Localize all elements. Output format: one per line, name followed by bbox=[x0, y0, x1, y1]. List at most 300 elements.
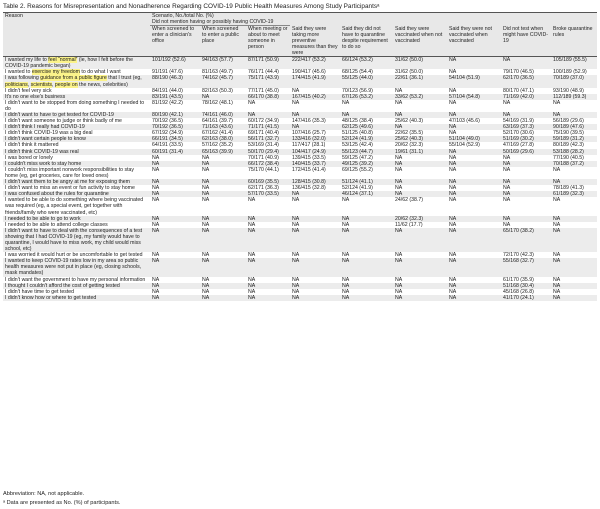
value-cell: 60/169 (35.5) bbox=[246, 179, 290, 185]
value-cell: NA bbox=[150, 295, 200, 301]
value-cell: 61/189 (32.3) bbox=[551, 191, 597, 197]
value-cell: NA bbox=[551, 283, 597, 289]
value-cell: NA bbox=[246, 216, 290, 222]
value-cell: NA bbox=[447, 69, 501, 75]
reason-cell: I didn't think I really had COVID-19 bbox=[3, 124, 150, 130]
column-header: When screened to enter a clinician's office bbox=[150, 26, 200, 57]
value-cell: NA bbox=[340, 197, 393, 215]
table-body bbox=[3, 57, 597, 301]
value-cell: 66/191 (34.5) bbox=[150, 136, 200, 142]
value-cell: NA bbox=[501, 191, 551, 197]
value-cell: 55/104 (52.9) bbox=[447, 142, 501, 148]
value-cell: NA bbox=[150, 258, 200, 276]
value-cell: NA bbox=[551, 179, 597, 185]
value-cell: NA bbox=[501, 57, 551, 70]
value-cell: NA bbox=[246, 100, 290, 112]
value-cell: 190/417 (45.6) bbox=[290, 69, 340, 75]
value-cell: NA bbox=[340, 283, 393, 289]
value-cell: 112/189 (59.3) bbox=[551, 94, 597, 100]
value-cell: 71/169 (42.0) bbox=[501, 94, 551, 100]
value-cell: NA bbox=[340, 252, 393, 258]
value-cell: 91/191 (47.6) bbox=[150, 69, 200, 75]
value-cell: 59/189 (31.2) bbox=[551, 136, 597, 142]
value-cell: 70/189 (37.0) bbox=[551, 75, 597, 87]
value-cell: NA bbox=[501, 222, 551, 228]
table-row bbox=[3, 100, 597, 112]
value-cell: NA bbox=[290, 258, 340, 276]
value-cell: 51/168 (30.4) bbox=[501, 283, 551, 289]
value-cell: NA bbox=[393, 289, 447, 295]
value-cell: NA bbox=[447, 191, 501, 197]
value-cell: 147/416 (35.3) bbox=[290, 118, 340, 124]
reason-cell: I didn't want to miss an event or fun activity to stay home bbox=[3, 185, 150, 191]
value-cell: NA bbox=[246, 283, 290, 289]
value-cell: 62/163 (38.0) bbox=[200, 136, 246, 142]
value-cell: 76/171 (44.4) bbox=[246, 69, 290, 75]
value-cell: NA bbox=[200, 222, 246, 228]
value-cell: NA bbox=[150, 167, 200, 179]
value-cell: NA bbox=[551, 228, 597, 252]
value-cell: NA bbox=[340, 222, 393, 228]
reason-cell: I needed to be able to attend college classes bbox=[3, 222, 150, 228]
value-cell: NA bbox=[447, 124, 501, 130]
value-cell: 55/123 (44.7) bbox=[340, 149, 393, 155]
value-cell: NA bbox=[290, 228, 340, 252]
value-cell: 93/190 (48.9) bbox=[551, 88, 597, 94]
data-note: ᵃ Data are presented as No. (%) of participants. bbox=[3, 500, 121, 506]
reason-cell: I thought I couldn't afford the cost of getting tested bbox=[3, 283, 150, 289]
value-cell: NA bbox=[290, 222, 340, 228]
value-cell: 69/125 (55.2) bbox=[340, 167, 393, 179]
value-cell: 45/168 (26.8) bbox=[501, 289, 551, 295]
value-cell: 52/124 (41.9) bbox=[340, 136, 393, 142]
value-cell: 75/171 (43.9) bbox=[246, 75, 290, 87]
value-cell: 50/170 (29.4) bbox=[246, 149, 290, 155]
value-cell: NA bbox=[340, 289, 393, 295]
value-cell: NA bbox=[393, 191, 447, 197]
value-cell: NA bbox=[150, 191, 200, 197]
value-cell: 25/62 (40.3) bbox=[393, 136, 447, 142]
reason-cell: I wanted to keep COVID-19 rates low in my area so public health measures were not put in place (eg, closing schools, mask mandates) bbox=[3, 258, 150, 276]
value-cell: NA bbox=[200, 185, 246, 191]
results-table bbox=[3, 12, 597, 301]
value-cell: NA bbox=[290, 124, 340, 130]
value-cell: NA bbox=[393, 295, 447, 301]
highlight-mark: feel “normal” bbox=[48, 57, 78, 64]
table-row bbox=[3, 75, 597, 87]
reason-cell: I was following guidance from a public figure that I trust (eg, politicians, scientists, people on the news, celebrities) bbox=[3, 75, 150, 87]
value-cell: NA bbox=[150, 222, 200, 228]
value-cell: NA bbox=[290, 112, 340, 118]
value-cell: 74/162 (45.7) bbox=[200, 75, 246, 87]
value-cell: NA bbox=[150, 283, 200, 289]
value-cell: NA bbox=[393, 228, 447, 252]
value-cell: 63/169 (37.3) bbox=[501, 124, 551, 130]
column-header: When screened to enter a public place bbox=[200, 26, 246, 57]
value-cell: NA bbox=[290, 295, 340, 301]
value-cell: NA bbox=[290, 88, 340, 94]
value-cell: 57/104 (54.8) bbox=[447, 94, 501, 100]
value-cell: NA bbox=[200, 191, 246, 197]
value-cell: NA bbox=[150, 228, 200, 252]
column-header: Said they were not vaccinated when vaccinated bbox=[447, 26, 501, 57]
value-cell: NA bbox=[501, 112, 551, 118]
value-cell: NA bbox=[447, 228, 501, 252]
value-cell: 65/163 (39.9) bbox=[200, 149, 246, 155]
column-header: Did not test when might have COVID-19 bbox=[501, 26, 551, 57]
value-cell: 51/125 (40.8) bbox=[340, 130, 393, 136]
value-cell: 70/192 (36.5) bbox=[150, 118, 200, 124]
value-cell: 75/190 (39.5) bbox=[551, 130, 597, 136]
value-cell: 60/191 (31.4) bbox=[150, 149, 200, 155]
value-cell: NA bbox=[290, 283, 340, 289]
value-cell: NA bbox=[393, 252, 447, 258]
value-cell: 174/415 (41.9) bbox=[290, 75, 340, 87]
reason-cell: I couldn't miss important nonwork responsibilities to stay home (eg, get groceries, care for loved ones) bbox=[3, 167, 150, 179]
value-cell: NA bbox=[551, 197, 597, 215]
value-cell: NA bbox=[290, 197, 340, 215]
value-cell: NA bbox=[200, 155, 246, 161]
value-cell: NA bbox=[551, 289, 597, 295]
value-cell: 78/162 (48.1) bbox=[200, 100, 246, 112]
value-cell: NA bbox=[551, 295, 597, 301]
value-cell: 80/189 (42.3) bbox=[551, 142, 597, 148]
value-cell: 31/62 (50.0) bbox=[393, 57, 447, 70]
value-cell: NA bbox=[501, 155, 551, 161]
value-cell: NA bbox=[290, 191, 340, 197]
highlight-mark: politicians bbox=[5, 81, 28, 88]
column-header: When meeting or about to meet someone in person bbox=[246, 26, 290, 57]
value-cell: 56/171 (32.7) bbox=[246, 136, 290, 142]
reason-cell: I didn't want certain people to know bbox=[3, 136, 150, 142]
highlight-mark: people on bbox=[54, 81, 78, 88]
value-cell: 33/62 (53.2) bbox=[393, 94, 447, 100]
value-cell: NA bbox=[447, 197, 501, 215]
scenario-header: Scenario, No./total No. (%) bbox=[150, 13, 597, 20]
value-cell: NA bbox=[200, 295, 246, 301]
value-cell: 107/416 (25.7) bbox=[290, 130, 340, 136]
value-cell: 83/191 (43.5) bbox=[150, 94, 200, 100]
value-cell: NA bbox=[150, 252, 200, 258]
value-cell: 75/170 (44.1) bbox=[246, 167, 290, 179]
value-cell: 88/190 (46.3) bbox=[150, 75, 200, 87]
value-cell: NA bbox=[551, 216, 597, 222]
value-cell: NA bbox=[447, 277, 501, 283]
value-cell: NA bbox=[393, 179, 447, 185]
value-cell: 94/163 (57.7) bbox=[200, 57, 246, 70]
column-header: Broke quarantine rules bbox=[551, 26, 597, 57]
value-cell: 52/170 (30.6) bbox=[501, 130, 551, 136]
reason-cell: I wanted to be able to do something where being vaccinated was required (eg, a special event, get together with friends/family who were vaccinated, etc) bbox=[3, 197, 150, 215]
group-header: Did not mention having or possibly having COVID-19 bbox=[150, 19, 290, 26]
value-cell: NA bbox=[447, 258, 501, 276]
value-cell: 77/190 (40.5) bbox=[551, 155, 597, 161]
value-cell: 52/124 (41.9) bbox=[340, 185, 393, 191]
value-cell: NA bbox=[246, 295, 290, 301]
value-cell: NA bbox=[340, 216, 393, 222]
value-cell: NA bbox=[246, 258, 290, 276]
table-row bbox=[3, 167, 597, 179]
value-cell: 49/125 (39.2) bbox=[340, 161, 393, 167]
value-cell: NA bbox=[501, 216, 551, 222]
value-cell: 136/415 (32.8) bbox=[290, 185, 340, 191]
value-cell: NA bbox=[200, 161, 246, 167]
value-cell: NA bbox=[447, 289, 501, 295]
value-cell: NA bbox=[447, 295, 501, 301]
value-cell: NA bbox=[290, 277, 340, 283]
value-cell: 80/170 (47.1) bbox=[501, 88, 551, 94]
highlight-mark: scientists bbox=[30, 81, 53, 88]
value-cell: 81/163 (49.7) bbox=[200, 69, 246, 75]
value-cell: NA bbox=[447, 283, 501, 289]
value-cell: NA bbox=[447, 100, 501, 112]
value-cell: 55/125 (44.0) bbox=[340, 75, 393, 87]
value-cell: 51/124 (41.1) bbox=[340, 179, 393, 185]
value-cell: 67/126 (53.2) bbox=[340, 94, 393, 100]
value-cell: 59/125 (47.2) bbox=[340, 155, 393, 161]
abbreviation-note: Abbreviation: NA, not applicable. bbox=[3, 491, 85, 497]
reason-cell: I was confused about the rules for quarantine bbox=[3, 191, 150, 197]
value-cell: 72/170 (42.3) bbox=[501, 252, 551, 258]
value-cell: NA bbox=[501, 100, 551, 112]
value-cell: NA bbox=[393, 258, 447, 276]
value-cell: 100/189 (52.9) bbox=[551, 69, 597, 75]
value-cell: NA bbox=[150, 277, 200, 283]
value-cell: NA bbox=[501, 179, 551, 185]
table-row bbox=[3, 228, 597, 252]
value-cell: NA bbox=[393, 112, 447, 118]
value-cell: NA bbox=[340, 228, 393, 252]
value-cell: 25/62 (40.3) bbox=[393, 118, 447, 124]
table-row bbox=[3, 295, 597, 301]
value-cell: 71/163 (43.6) bbox=[200, 124, 246, 130]
value-cell: NA bbox=[501, 197, 551, 215]
value-cell: 101/192 (52.6) bbox=[150, 57, 200, 70]
value-cell: NA bbox=[200, 228, 246, 252]
value-cell: NA bbox=[447, 149, 501, 155]
value-cell: 64/161 (39.7) bbox=[200, 118, 246, 124]
value-cell: NA bbox=[200, 277, 246, 283]
value-cell: 56/189 (29.6) bbox=[551, 118, 597, 124]
table-caption: Table 2. Reasons for Misrepresentation and Nonadherence Regarding COVID-19 Public Health Measures Among Study Participantsᵃ bbox=[3, 3, 380, 10]
value-cell: 57/162 (35.2) bbox=[200, 142, 246, 148]
value-cell: NA bbox=[246, 289, 290, 295]
value-cell: NA bbox=[447, 222, 501, 228]
value-cell: NA bbox=[551, 167, 597, 179]
value-cell: 69/171 (40.4) bbox=[246, 130, 290, 136]
value-cell: 22/62 (35.5) bbox=[393, 130, 447, 136]
value-cell: 71/171 (41.5) bbox=[246, 124, 290, 130]
value-cell: NA bbox=[150, 197, 200, 215]
value-cell: NA bbox=[200, 197, 246, 215]
value-cell: NA bbox=[290, 216, 340, 222]
value-cell: 11/62 (17.7) bbox=[393, 222, 447, 228]
value-cell: 51/169 (30.2) bbox=[501, 136, 551, 142]
value-cell: NA bbox=[501, 167, 551, 179]
reason-cell: I didn't think it mattered bbox=[3, 142, 150, 148]
value-cell: NA bbox=[447, 252, 501, 258]
value-cell: 78/189 (41.3) bbox=[551, 185, 597, 191]
value-cell: 20/62 (32.3) bbox=[393, 216, 447, 222]
value-cell: 61/170 (35.9) bbox=[501, 277, 551, 283]
reason-cell: I didn't want to be stopped from doing something I needed to do bbox=[3, 100, 150, 112]
value-cell: NA bbox=[200, 94, 246, 100]
value-cell: 133/416 (32.0) bbox=[290, 136, 340, 142]
value-cell: NA bbox=[393, 283, 447, 289]
value-cell: 140/415 (33.7) bbox=[290, 161, 340, 167]
value-cell: 54/169 (31.9) bbox=[501, 118, 551, 124]
value-cell: NA bbox=[340, 277, 393, 283]
value-cell: NA bbox=[150, 155, 200, 161]
value-cell: NA bbox=[447, 161, 501, 167]
value-cell: NA bbox=[340, 100, 393, 112]
value-cell: NA bbox=[290, 100, 340, 112]
value-cell: NA bbox=[551, 258, 597, 276]
column-header: Said they were taking more preventive measures than they were bbox=[290, 26, 340, 57]
value-cell: NA bbox=[290, 252, 340, 258]
value-cell: 81/192 (42.2) bbox=[150, 100, 200, 112]
reason-cell: I didn't want someone to judge or think badly of me bbox=[3, 118, 150, 124]
value-cell: 139/415 (33.5) bbox=[290, 155, 340, 161]
value-cell: 62/125 (49.6) bbox=[340, 124, 393, 130]
value-cell: NA bbox=[447, 88, 501, 94]
value-cell: NA bbox=[393, 124, 447, 130]
highlight-mark: exercise my freedom bbox=[31, 69, 80, 76]
value-cell: 53/125 (42.4) bbox=[340, 142, 393, 148]
value-cell: NA bbox=[150, 216, 200, 222]
value-cell: NA bbox=[393, 277, 447, 283]
value-cell: NA bbox=[447, 130, 501, 136]
value-cell: 90/189 (47.6) bbox=[551, 124, 597, 130]
value-cell: 51/104 (49.0) bbox=[447, 136, 501, 142]
value-cell: 48/125 (38.4) bbox=[340, 118, 393, 124]
reason-header: Reason bbox=[3, 13, 150, 57]
value-cell: NA bbox=[447, 179, 501, 185]
value-cell: NA bbox=[200, 289, 246, 295]
value-cell: NA bbox=[551, 112, 597, 118]
value-cell: 31/62 (50.0) bbox=[393, 69, 447, 75]
value-cell: NA bbox=[150, 289, 200, 295]
value-cell: 66/170 (38.8) bbox=[246, 94, 290, 100]
value-cell: NA bbox=[246, 252, 290, 258]
column-header: Said they did not have to quarantine despite requirement to do so bbox=[340, 26, 393, 57]
value-cell: NA bbox=[447, 155, 501, 161]
value-cell: 74/161 (46.0) bbox=[200, 112, 246, 118]
value-cell: 66/124 (53.2) bbox=[340, 57, 393, 70]
value-cell: 62/170 (36.5) bbox=[501, 75, 551, 87]
reason-cell: I didn't want them to be angry at me for exposing them bbox=[3, 179, 150, 185]
value-cell: NA bbox=[200, 167, 246, 179]
value-cell: 117/417 (28.1) bbox=[290, 142, 340, 148]
reason-cell: I wanted my life to feel “normal” (ie, how I felt before the COVID-19 pandemic began) bbox=[3, 57, 150, 70]
value-cell: NA bbox=[551, 277, 597, 283]
value-cell: 128/415 (30.8) bbox=[290, 179, 340, 185]
value-cell: NA bbox=[447, 57, 501, 70]
value-cell: NA bbox=[246, 277, 290, 283]
reason-cell: I wanted to exercise my freedom to do what I want bbox=[3, 69, 150, 75]
value-cell: 64/191 (33.5) bbox=[150, 142, 200, 148]
value-cell: 65/170 (38.2) bbox=[501, 228, 551, 252]
value-cell: NA bbox=[200, 258, 246, 276]
value-cell: NA bbox=[501, 161, 551, 167]
reason-cell: I didn't want to have to get tested for COVID-19 bbox=[3, 112, 150, 118]
value-cell: NA bbox=[393, 100, 447, 112]
table-row bbox=[3, 197, 597, 215]
reason-cell: I didn't want to have to deal with the consequences of a test showing that I had COVID-19 (eg, my family would have to quarantine, I would have to miss work, my child would miss school, etc) bbox=[3, 228, 150, 252]
value-cell: 22/61 (36.1) bbox=[393, 75, 447, 87]
value-cell: NA bbox=[551, 222, 597, 228]
column-header: Said they were vaccinated when not vaccinated bbox=[393, 26, 447, 57]
value-cell: 47/169 (27.8) bbox=[501, 142, 551, 148]
value-cell: NA bbox=[447, 167, 501, 179]
value-cell: 70/192 (36.5) bbox=[150, 124, 200, 130]
value-cell: 67/162 (41.4) bbox=[200, 130, 246, 136]
reason-cell: I didn't know how or where to get tested bbox=[3, 295, 150, 301]
value-cell: 60/172 (34.9) bbox=[246, 118, 290, 124]
value-cell: NA bbox=[200, 179, 246, 185]
value-cell: 79/170 (46.5) bbox=[501, 69, 551, 75]
value-cell: 84/191 (44.0) bbox=[150, 88, 200, 94]
value-cell: NA bbox=[393, 161, 447, 167]
reason-cell: I didn't have time to get tested bbox=[3, 289, 150, 295]
value-cell: 53/169 (31.4) bbox=[246, 142, 290, 148]
table-row bbox=[3, 57, 597, 70]
value-cell: 62/171 (36.3) bbox=[246, 185, 290, 191]
value-cell: NA bbox=[393, 88, 447, 94]
value-cell: NA bbox=[393, 155, 447, 161]
value-cell: 20/62 (32.3) bbox=[393, 142, 447, 148]
value-cell: 104/417 (24.9) bbox=[290, 149, 340, 155]
value-cell: NA bbox=[340, 258, 393, 276]
value-cell: NA bbox=[200, 283, 246, 289]
value-cell: 172/415 (41.4) bbox=[290, 167, 340, 179]
highlight-mark: guidance from a public figure bbox=[40, 75, 107, 82]
value-cell: NA bbox=[246, 197, 290, 215]
value-cell: NA bbox=[501, 185, 551, 191]
value-cell: 70/188 (37.2) bbox=[551, 161, 597, 167]
value-cell: 82/163 (50.3) bbox=[200, 88, 246, 94]
value-cell: NA bbox=[393, 185, 447, 191]
value-cell: NA bbox=[340, 112, 393, 118]
value-cell: NA bbox=[447, 216, 501, 222]
reason-cell: I didn't feel very sick bbox=[3, 88, 150, 94]
value-cell: 67/192 (34.9) bbox=[150, 130, 200, 136]
value-cell: NA bbox=[290, 289, 340, 295]
value-cell: 53/188 (28.2) bbox=[551, 149, 597, 155]
value-cell: 77/171 (45.0) bbox=[246, 88, 290, 94]
value-cell: NA bbox=[246, 112, 290, 118]
reason-cell: I was bored or lonely bbox=[3, 155, 150, 161]
reason-cell: I didn't think COVID-19 was a big deal bbox=[3, 130, 150, 136]
value-cell: NA bbox=[340, 295, 393, 301]
value-cell: 54/104 (51.9) bbox=[447, 75, 501, 87]
reason-cell: I didn't want the government to have my personal information bbox=[3, 277, 150, 283]
value-cell: 47/103 (45.6) bbox=[447, 118, 501, 124]
value-cell: 87/171 (50.9) bbox=[246, 57, 290, 70]
value-cell: NA bbox=[150, 179, 200, 185]
reason-cell: I couldn't miss work to stay home bbox=[3, 161, 150, 167]
value-cell: 70/171 (40.9) bbox=[246, 155, 290, 161]
value-cell: 24/62 (38.7) bbox=[393, 197, 447, 215]
value-cell: NA bbox=[447, 185, 501, 191]
value-cell: 80/190 (42.1) bbox=[150, 112, 200, 118]
value-cell: 41/170 (24.1) bbox=[501, 295, 551, 301]
value-cell: 167/415 (40.2) bbox=[290, 94, 340, 100]
value-cell: 55/168 (32.7) bbox=[501, 258, 551, 276]
value-cell: NA bbox=[447, 112, 501, 118]
value-cell: 66/172 (38.4) bbox=[246, 161, 290, 167]
value-cell: NA bbox=[150, 161, 200, 167]
